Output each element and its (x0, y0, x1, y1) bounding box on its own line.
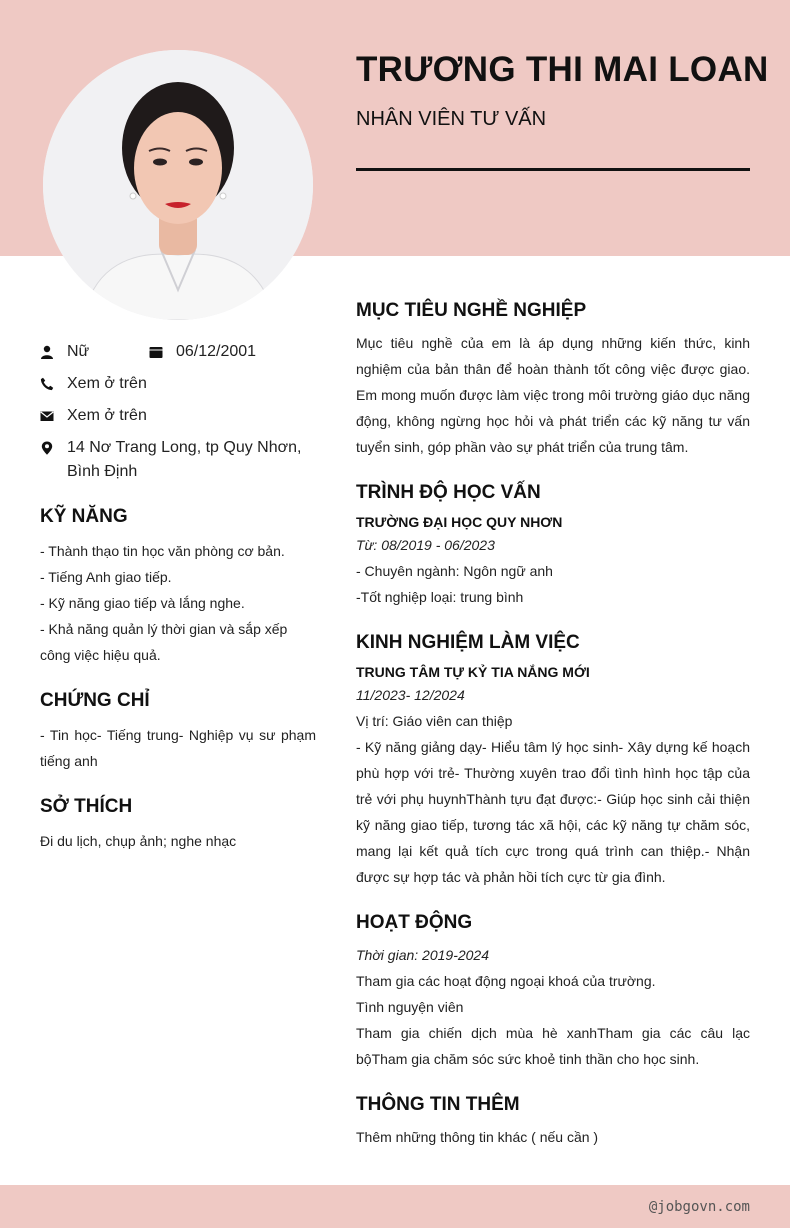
address-line-2: Bình Định (67, 463, 138, 480)
education-grade: -Tốt nghiệp loại: trung bình (356, 589, 524, 605)
additional-heading: THÔNG TIN THÊM (356, 1094, 520, 1115)
phone-row (40, 372, 316, 396)
header-divider (356, 168, 750, 171)
activity-line: Tình nguyện viên (356, 999, 464, 1015)
watermark: @jobgovn.com (648, 1199, 750, 1215)
phone-icon (40, 372, 67, 396)
company-name: TRUNG TÂM TỰ KỶ TIA NẮNG MỚI (356, 664, 590, 680)
address-row (40, 436, 316, 484)
skills-heading: KỸ NĂNG (40, 506, 128, 527)
job-title: NHÂN VIÊN TƯ VẤN (356, 108, 547, 130)
activity-line: Tham gia chiến dịch mùa hè xanhTham gia các câu lạc bộTham gia chăm sóc sức khoẻ tinh thần cho học sinh. (356, 1025, 750, 1067)
gender-dob-row (40, 340, 316, 364)
education-period: Từ: 08/2019 - 06/2023 (356, 537, 495, 553)
activities-section (356, 912, 750, 1072)
objective-heading: MỤC TIÊU NGHỀ NGHIỆP (356, 300, 587, 321)
additional-text: Thêm những thông tin khác ( nếu cần ) (356, 1129, 599, 1145)
objective-text: Mục tiêu nghề của em là áp dụng những kiến thức, kinh nghiệm của bản thân để hoàn thành tốt công việc được giao. Em mong muốn được làm việc trong môi trường giáo dục năng động, không ngừng học hỏi và phát triển các kỹ năng tư vấn tuyển sinh, góp phần vào sự phát triển của trung tâm. (356, 335, 750, 455)
certificates-text: - Tin học- Tiếng trung- Nghiệp vụ sư phạm tiếng anh (40, 727, 316, 769)
skill-item: - Khả năng quản lý thời gian và sắp xếp công việc hiệu quả. (40, 621, 288, 663)
education-section (356, 482, 750, 610)
certificates-heading: CHỨNG CHỈ (40, 690, 150, 711)
experience-period: 11/2023- 12/2024 (356, 687, 465, 703)
right-column (356, 300, 750, 1172)
candidate-name: TRƯƠNG THI MAI LOAN (356, 50, 769, 89)
experience-heading: KINH NGHIỆM LÀM VIỆC (356, 632, 580, 653)
activity-line: Tham gia các hoạt động ngoại khoá của trường. (356, 973, 656, 989)
person-icon (40, 340, 67, 364)
skill-item: - Tiếng Anh giao tiếp. (40, 569, 172, 585)
hobbies-text: Đi du lịch, chụp ảnh; nghe nhạc (40, 833, 237, 849)
address-line-1: 14 Nơ Trang Long, tp Quy Nhơn, (67, 439, 302, 456)
dob-value: 06/12/2001 (176, 343, 257, 360)
objective-section (356, 300, 750, 460)
additional-section (356, 1094, 750, 1150)
location-pin-icon (40, 436, 67, 460)
school-name: TRƯỜNG ĐẠI HỌC QUY NHƠN (356, 514, 563, 530)
experience-description: - Kỹ năng giảng dạy- Hiểu tâm lý học sinh- Xây dựng kế hoạch phù hợp với trẻ- Thường xuyên trao đổi tình hình học tập của trẻ với phụ huynhThành tựu đạt được:- Giúp học sinh cải thiện kỹ năng giao tiếp, tương tác xã hội, các kỹ năng tự chăm sóc, mang lại kết quả tích cực trong quá trình can thiệp.- Nhận được sự hợp tác và phản hồi tích cực từ gia đình. (356, 739, 750, 885)
profile-photo (43, 50, 313, 320)
phone-value: Xem ở trên (67, 375, 147, 392)
experience-section (356, 632, 750, 890)
email-value: Xem ở trên (67, 407, 147, 424)
gender-value: Nữ (67, 343, 90, 360)
skill-item: - Kỹ năng giao tiếp và lắng nghe. (40, 595, 245, 611)
profile-photo-illustration (43, 50, 313, 320)
calendar-icon (149, 340, 176, 364)
experience-position: Vị trí: Giáo viên can thiệp (356, 713, 513, 729)
skills-list (40, 538, 316, 668)
email-icon (40, 404, 67, 428)
left-column (40, 340, 316, 854)
activities-period: Thời gian: 2019-2024 (356, 947, 489, 963)
skill-item: - Thành thạo tin học văn phòng cơ bản. (40, 543, 285, 559)
address-value (67, 436, 301, 484)
email-row (40, 404, 316, 428)
education-major: - Chuyên ngành: Ngôn ngữ anh (356, 563, 553, 579)
activities-heading: HOẠT ĐỘNG (356, 912, 473, 933)
education-heading: TRÌNH ĐỘ HỌC VẤN (356, 482, 541, 503)
hobbies-heading: SỞ THÍCH (40, 796, 133, 817)
